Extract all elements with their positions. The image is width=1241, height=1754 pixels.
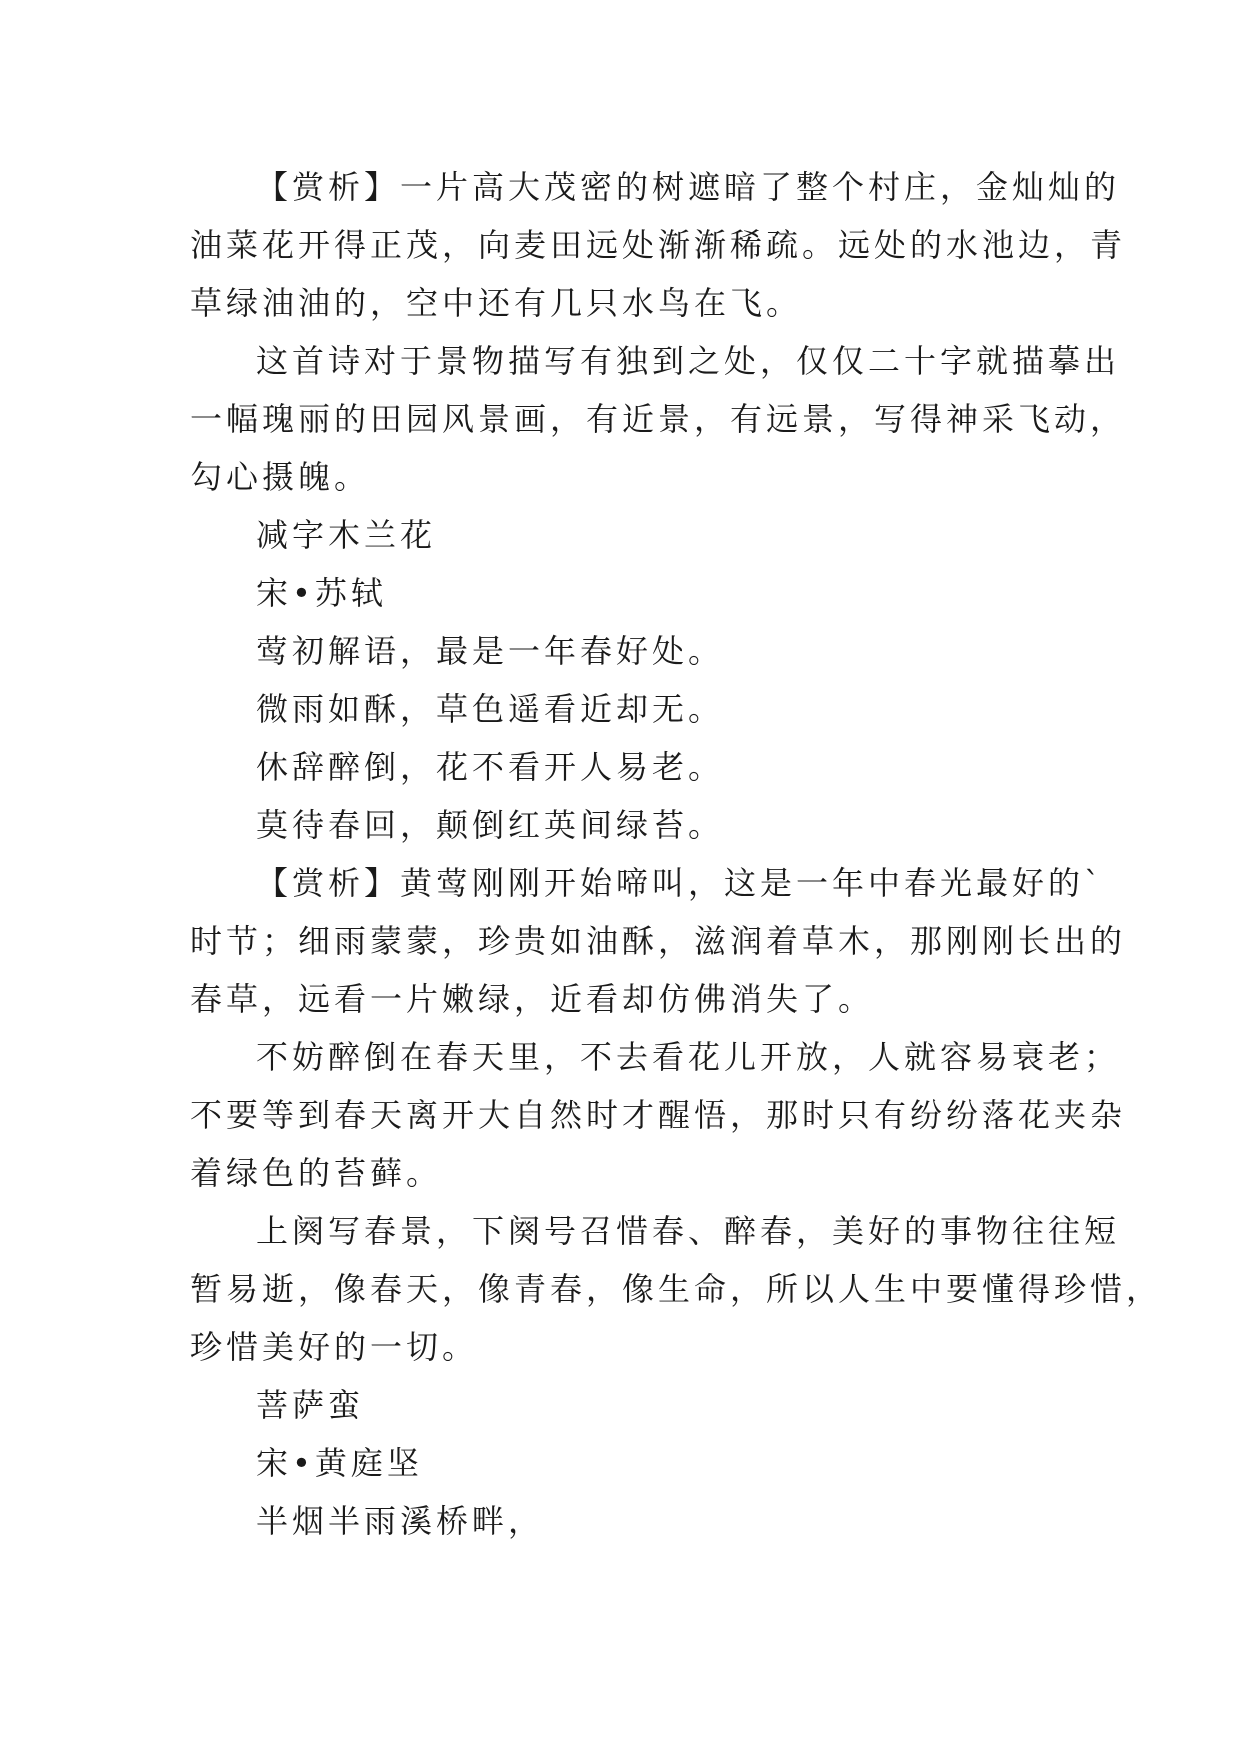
paragraph-line: 勾心摄魄。 bbox=[190, 458, 371, 496]
poem-line: 微雨如酥，草色遥看近却无。 bbox=[256, 690, 725, 728]
poem-author: 宋•黄庭坚 bbox=[256, 1444, 423, 1482]
paragraph-line: 油菜花开得正茂，向麦田远处渐渐稀疏。远处的水池边，青 bbox=[190, 226, 1127, 264]
poem-line: 半烟半雨溪桥畔， bbox=[256, 1502, 545, 1540]
poem-line: 莺初解语，最是一年春好处。 bbox=[256, 632, 725, 670]
poem-title: 菩萨蛮 bbox=[256, 1386, 365, 1424]
poem-author: 宋•苏轼 bbox=[256, 574, 387, 612]
paragraph-line: 不妨醉倒在春天里，不去看花儿开放，人就容易衰老； bbox=[256, 1038, 1121, 1076]
paragraph-line: 上阕写春景，下阕号召惜春、醉春，美好的事物往往短 bbox=[256, 1212, 1121, 1250]
poem-line: 莫待春回，颠倒红英间绿苔。 bbox=[256, 806, 725, 844]
paragraph-line: 着绿色的苔藓。 bbox=[190, 1154, 443, 1192]
paragraph-line: 时节；细雨蒙蒙，珍贵如油酥，滋润着草木，那刚刚长出的 bbox=[190, 922, 1127, 960]
paragraph-line: 春草，远看一片嫩绿，近看却仿佛消失了。 bbox=[190, 980, 875, 1018]
paragraph-line: 草绿油油的，空中还有几只水鸟在飞。 bbox=[190, 284, 803, 322]
paragraph-line: 一幅瑰丽的田园风景画，有近景，有远景，写得神采飞动， bbox=[190, 400, 1127, 438]
paragraph-line: 不要等到春天离开大自然时才醒悟，那时只有纷纷落花夹杂 bbox=[190, 1096, 1127, 1134]
paragraph-line: 暂易逝，像春天，像青春，像生命，所以人生中要懂得珍惜， bbox=[190, 1270, 1163, 1308]
document-body bbox=[190, 158, 1163, 1550]
paragraph-line: 【赏析】黄莺刚刚开始啼叫，这是一年中春光最好的` bbox=[256, 864, 1105, 902]
paragraph-line: 【赏析】一片高大茂密的树遮暗了整个村庄，金灿灿的 bbox=[256, 168, 1121, 206]
poem-line: 休辞醉倒，花不看开人易老。 bbox=[256, 748, 725, 786]
paragraph-line: 珍惜美好的一切。 bbox=[190, 1328, 479, 1366]
poem-title: 减字木兰花 bbox=[256, 516, 437, 554]
paragraph-line: 这首诗对于景物描写有独到之处，仅仅二十字就描摹出 bbox=[256, 342, 1121, 380]
